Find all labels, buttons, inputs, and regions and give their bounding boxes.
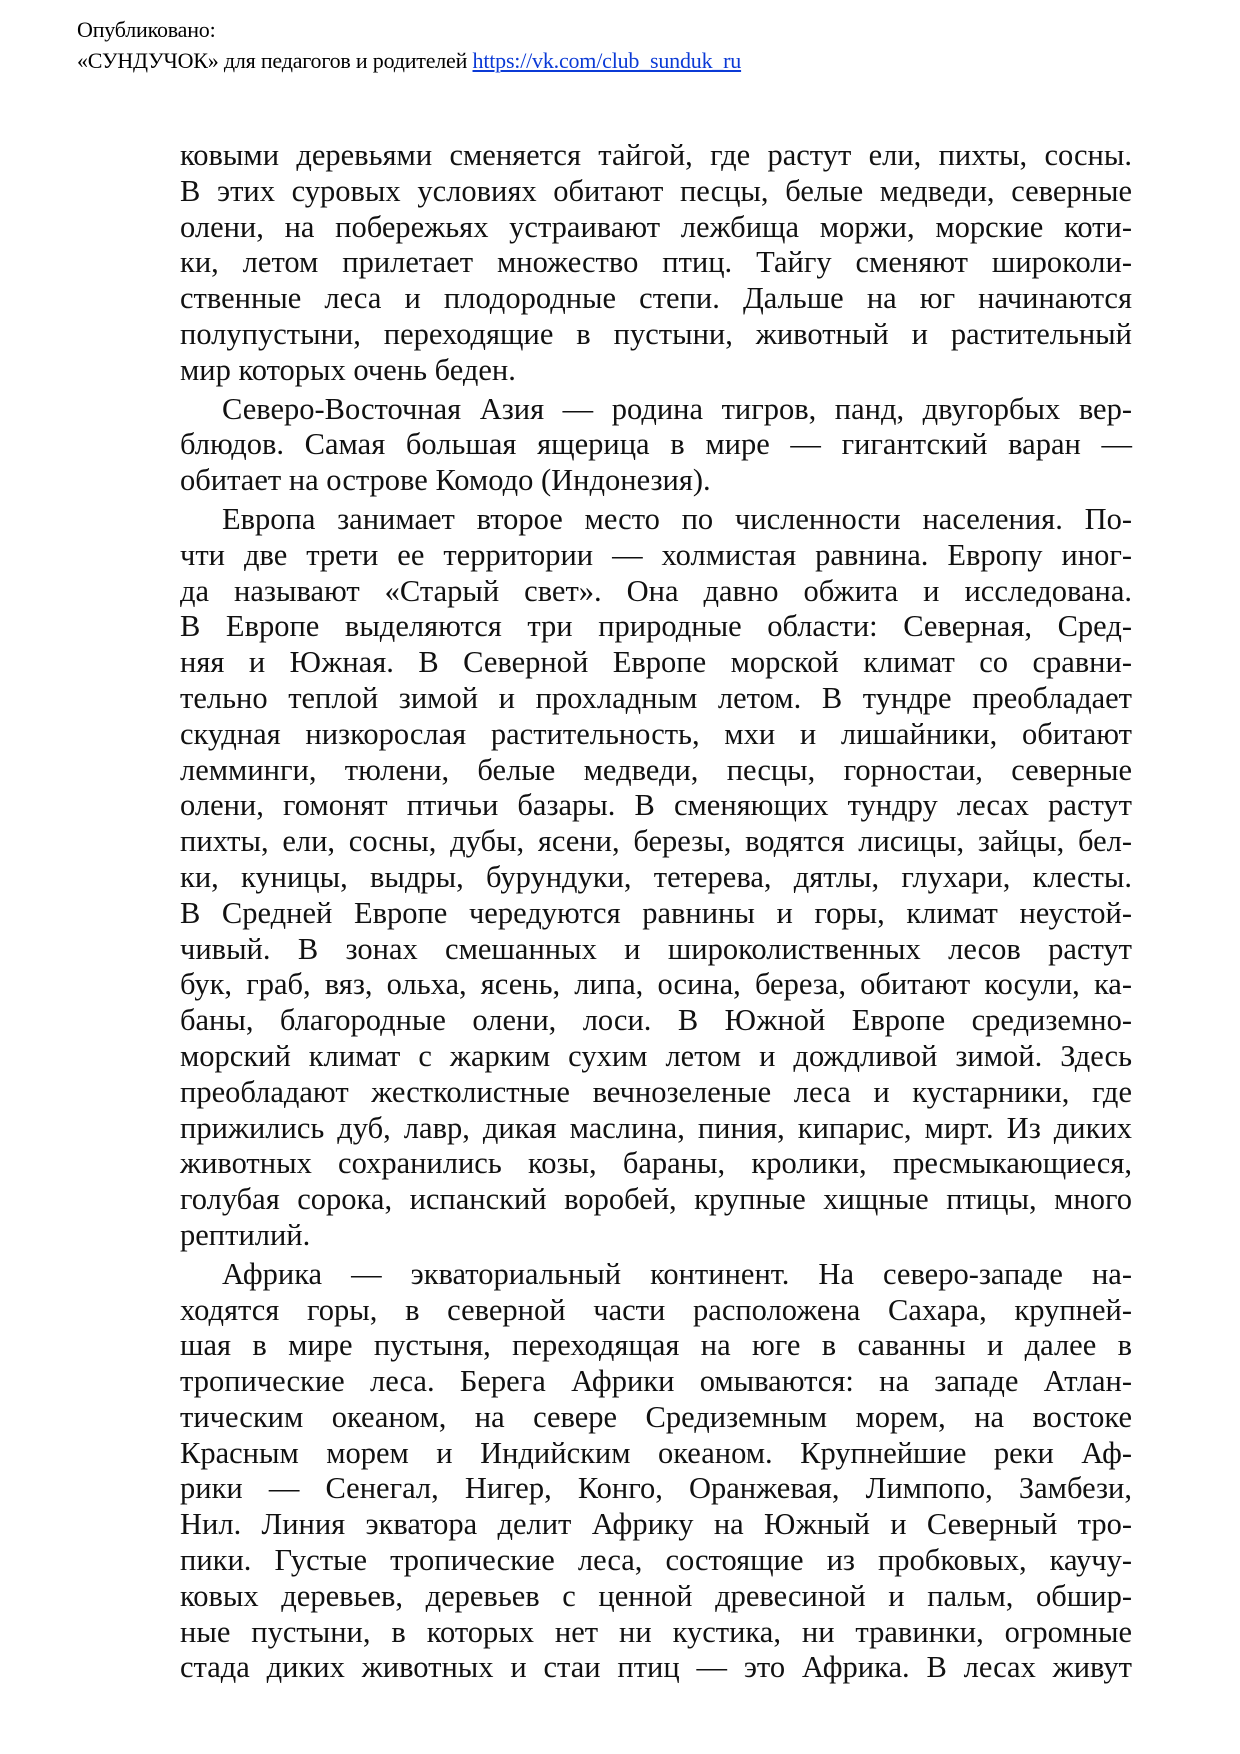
text-line: баны, благородные олени, лоси. В Южной Европе средиземно- <box>180 1003 1132 1038</box>
text-line: олени, на побережьях устраивают лежбища моржи, морские коти- <box>180 209 1132 244</box>
text-line: няя и Южная. В Северной Европе морской климат со сравни- <box>180 645 1132 680</box>
text-line: блюдов. Самая большая ящерица в мире — гигантский варан — <box>180 427 1132 462</box>
text-line: шая в мире пустыня, переходящая на юге в саванны и далее в <box>180 1328 1132 1363</box>
paragraph <box>180 138 1132 389</box>
text-line: ковых деревьев, деревьев с ценной древесиной и пальм, обшир- <box>180 1578 1132 1613</box>
text-line: пихты, ели, сосны, дубы, ясени, березы, водятся лисицы, зайцы, бел- <box>180 824 1132 859</box>
text-line: рептилий. <box>180 1217 311 1252</box>
text-line: чти две трети ее территории — холмистая равнина. Европу иног- <box>180 537 1132 572</box>
text-line: прижились дуб, лавр, дикая маслина, пиния, кипарис, мирт. Из диких <box>180 1110 1132 1145</box>
text-line: обитает на острове Комодо (Индонезия). <box>180 463 711 498</box>
paragraph <box>180 502 1132 1254</box>
text-line: Нил. Линия экватора делит Африку на Южный и Северный тро- <box>180 1507 1132 1542</box>
text-line: голубая сорока, испанский воробей, крупные хищные птицы, много <box>180 1182 1132 1217</box>
text-line: ки, куницы, выдры, бурундуки, тетерева, дятлы, глухари, клесты. <box>180 859 1132 894</box>
text-line: Африка — экваториальный континент. На северо-западе на- <box>222 1256 1132 1291</box>
text-line: Красным морем и Индийским океаном. Крупнейшие реки Аф- <box>180 1435 1132 1470</box>
text-line: бук, граб, вяз, ольха, ясень, липа, осина, береза, обитают косули, ка- <box>180 967 1132 1002</box>
text-line: скудная низкорослая растительность, мхи и лишайники, обитают <box>180 716 1132 751</box>
text-line: полупустыни, переходящие в пустыни, животный и растительный <box>180 316 1132 351</box>
publisher-link[interactable]: https://vk.com/club_sunduk_ru <box>472 48 742 73</box>
published-label: Опубликовано: <box>77 17 216 42</box>
paragraph <box>180 1257 1132 1687</box>
text-line: тельно теплой зимой и прохладным летом. В тундре преобладает <box>180 680 1132 715</box>
text-line: ственные леса и плодородные степи. Дальше на юг начинаются <box>180 281 1132 316</box>
text-line: морский климат с жарким сухим летом и дождливой зимой. Здесь <box>180 1038 1132 1073</box>
text-line: олени, гомонят птичьи базары. В сменяющих тундру лесах растут <box>180 788 1132 823</box>
text-line: В Европе выделяются три природные области: Северная, Сред- <box>180 609 1132 644</box>
text-line: животных сохранились козы, бараны, кролики, пресмыкающиеся, <box>180 1146 1132 1181</box>
text-line: Северо-Восточная Азия — родина тигров, панд, двугорбых вер- <box>222 391 1132 426</box>
book-page-text <box>180 138 1132 1689</box>
text-line: ходятся горы, в северной части расположена Сахара, крупней- <box>180 1292 1132 1327</box>
text-line: В этих суровых условиях обитают песцы, белые медведи, северные <box>180 173 1132 208</box>
text-line: чивый. В зонах смешанных и широколиственных лесов растут <box>180 931 1132 966</box>
text-line: тропические леса. Берега Африки омываются: на западе Атлан- <box>180 1364 1132 1399</box>
text-line: преобладают жестколистные вечнозеленые леса и кустарники, где <box>180 1074 1132 1109</box>
publication-header <box>77 14 741 76</box>
text-line: тическим океаном, на севере Средиземным морем, на востоке <box>180 1399 1132 1434</box>
text-line: пики. Густые тропические леса, состоящие из пробковых, каучу- <box>180 1543 1132 1578</box>
text-line: ковыми деревьями сменяется тайгой, где растут ели, пихты, сосны. <box>180 138 1132 172</box>
paragraph <box>180 392 1132 499</box>
text-line: лемминги, тюлени, белые медведи, песцы, горностаи, северные <box>180 752 1132 787</box>
text-line: рики — Сенегал, Нигер, Конго, Оранжевая, Лимпопо, Замбези, <box>180 1471 1132 1506</box>
text-line: мир которых очень беден. <box>180 352 516 387</box>
text-line: ки, летом прилетает множество птиц. Тайгу сменяют широколи- <box>180 245 1132 280</box>
text-line: В Средней Европе чередуются равнины и горы, климат неустой- <box>180 895 1132 930</box>
text-line: Европа занимает второе место по численности населения. По- <box>222 501 1132 536</box>
text-line: да называют «Старый свет». Она давно обжита и исследована. <box>180 573 1132 608</box>
text-line: ные пустыни, в которых нет ни кустика, ни травинки, огромные <box>180 1614 1132 1649</box>
publisher-text: «СУНДУЧОК» для педагогов и родителей <box>77 48 468 73</box>
publisher-line <box>77 45 741 76</box>
text-line: стада диких животных и стаи птиц — это Африка. В лесах живут <box>180 1650 1132 1685</box>
